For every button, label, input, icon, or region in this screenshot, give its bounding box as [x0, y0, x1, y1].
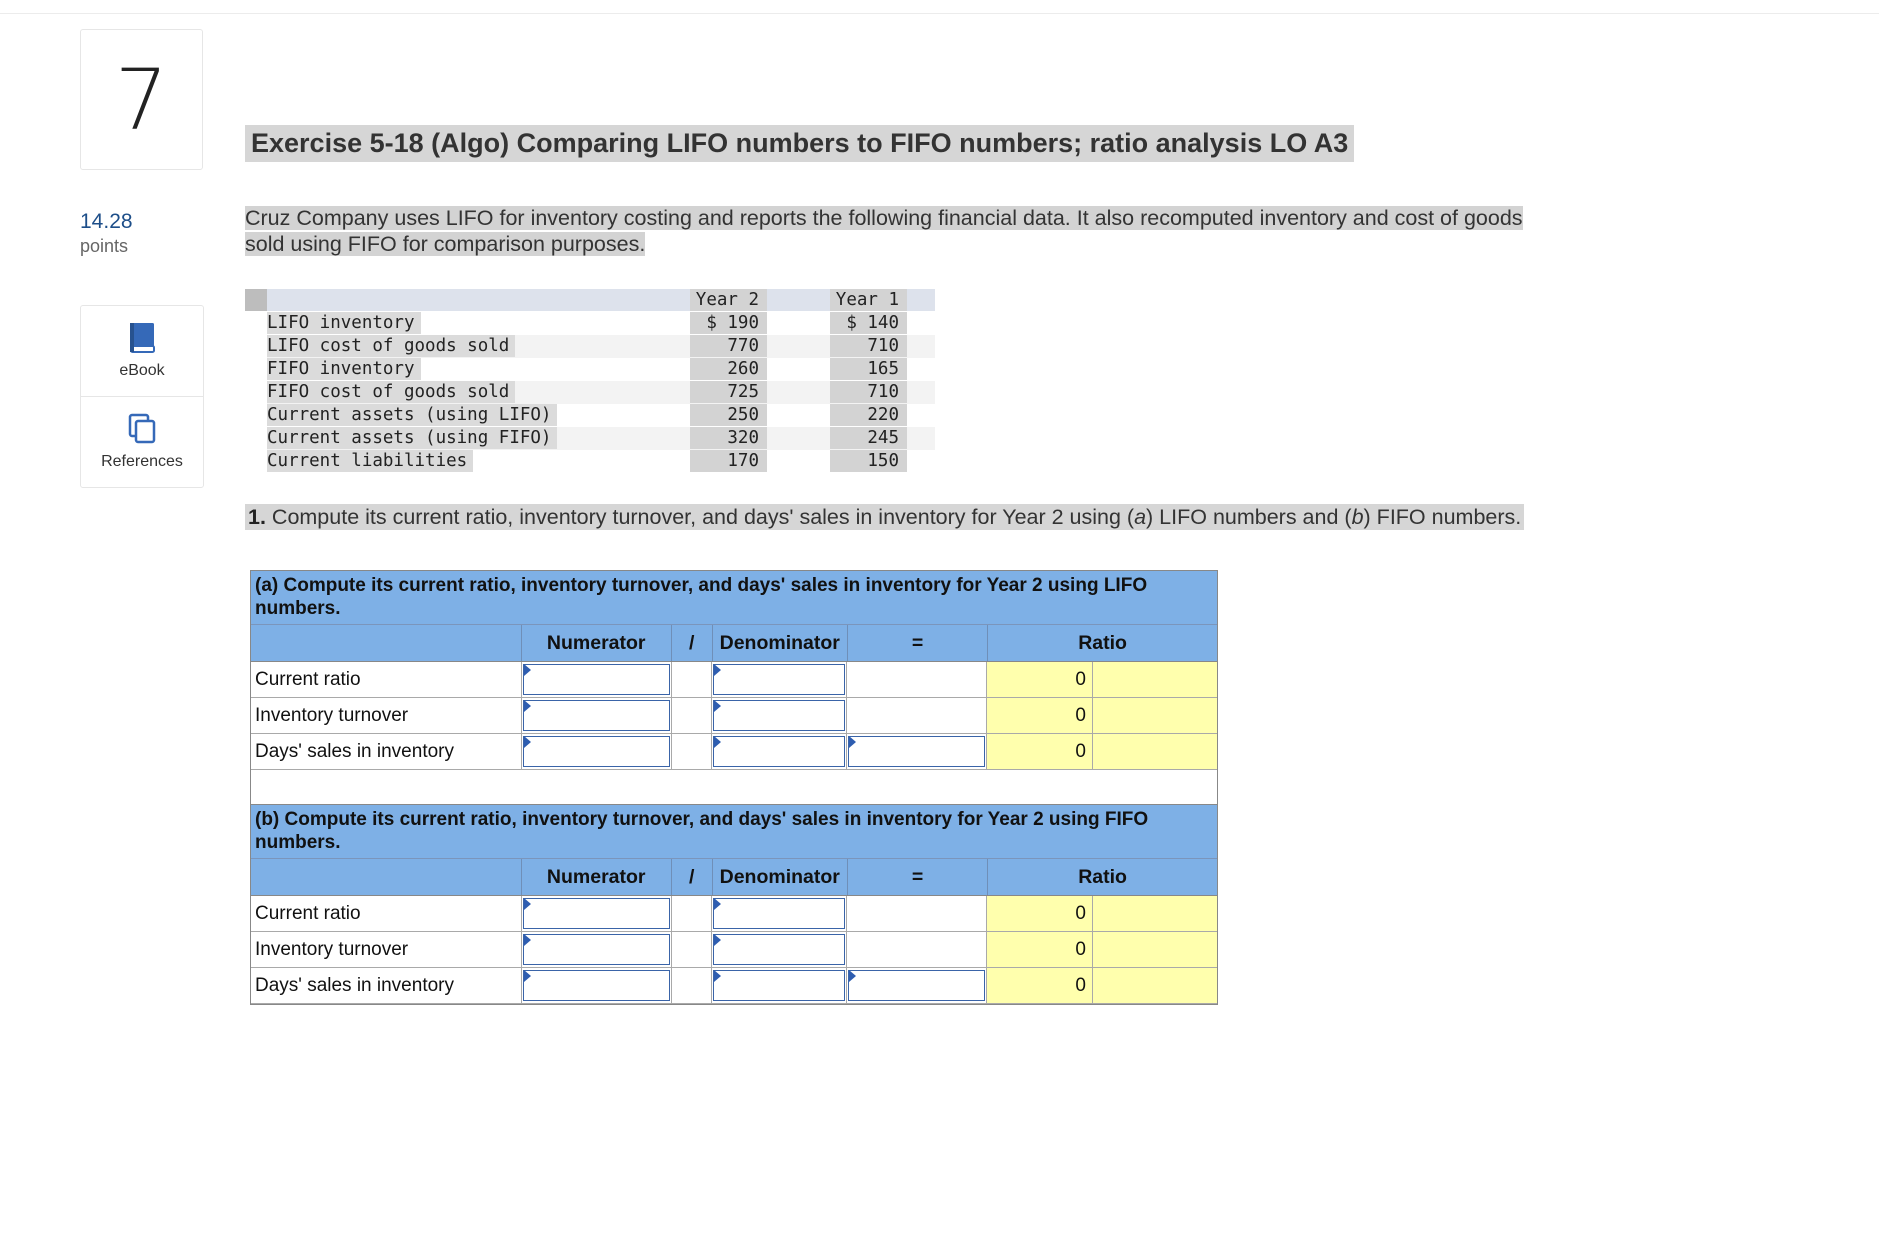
header-numerator: Numerator: [522, 859, 672, 895]
part1-number: 1.: [248, 505, 266, 529]
equals-cell: [847, 662, 987, 697]
slash-cell: [672, 932, 712, 967]
dropdown-marker-icon: [524, 934, 531, 946]
equals-cell: [847, 896, 987, 931]
header-ratio: Ratio: [1078, 631, 1127, 654]
ratio-value: 0: [987, 896, 1093, 931]
slash-cell: [672, 968, 712, 1003]
row-label: Current liabilities: [267, 450, 473, 472]
value-year2: $ 190: [690, 312, 767, 334]
equals-cell: [847, 932, 987, 967]
row-label: FIFO inventory: [267, 358, 421, 380]
denominator-input[interactable]: [713, 934, 845, 965]
grid-row: [251, 698, 1217, 734]
row-label: LIFO inventory: [267, 312, 421, 334]
denominator-cell: [712, 662, 847, 697]
row-label: Current assets (using FIFO): [267, 427, 557, 449]
table-corner: [245, 289, 267, 311]
dropdown-marker-icon: [714, 736, 721, 748]
header-equals: =: [848, 859, 988, 895]
dropdown-marker-icon: [524, 736, 531, 748]
value-year2: 170: [690, 450, 767, 472]
references-button[interactable]: [81, 396, 203, 487]
grid-row: [251, 734, 1217, 770]
value-year1: 245: [830, 427, 907, 449]
numerator-input[interactable]: [523, 898, 670, 929]
grid-row: [251, 968, 1217, 1004]
part1-instruction: [245, 504, 1524, 530]
ratio-value: 0: [987, 734, 1093, 769]
equals-cell: [847, 698, 987, 733]
col-header-year1: Year 1: [830, 289, 907, 311]
part1-text-end: ) FIFO numbers.: [1363, 505, 1522, 529]
financial-data-table: [245, 289, 935, 473]
row-label: FIFO cost of goods sold: [267, 381, 515, 403]
section-gap: [251, 770, 1217, 805]
references-label: References: [101, 453, 183, 470]
top-divider: [0, 13, 1879, 14]
dropdown-marker-icon: [524, 664, 531, 676]
ratio-value: 0: [987, 662, 1093, 697]
grid-row: [251, 932, 1217, 968]
row-label: LIFO cost of goods sold: [267, 335, 515, 357]
ratio-unit-cell: [1093, 734, 1217, 769]
points-label: points: [80, 236, 129, 256]
dropdown-marker-icon: [714, 700, 721, 712]
denominator-cell: [712, 896, 847, 931]
denominator-cell: [712, 734, 847, 769]
header-numerator: Numerator: [522, 625, 672, 661]
section-b-title: (b) Compute its current ratio, inventory turnover, and days' sales in inventory for Year 2 using FIFO numbers.: [251, 805, 1217, 859]
part1-a: a: [1134, 505, 1147, 529]
numerator-cell: [522, 932, 672, 967]
ratio-value: 0: [987, 932, 1093, 967]
slash-cell: [672, 698, 712, 733]
numerator-input[interactable]: [523, 664, 670, 695]
header-equals: =: [848, 625, 988, 661]
value-year2: 260: [690, 358, 767, 380]
denominator-input[interactable]: [713, 736, 845, 767]
numerator-cell: [522, 896, 672, 931]
dropdown-marker-icon: [524, 970, 531, 982]
dropdown-marker-icon: [849, 736, 856, 748]
header-slash: /: [672, 859, 713, 895]
value-year2: 770: [690, 335, 767, 357]
grid-header-row: [251, 625, 1217, 662]
numerator-input[interactable]: [523, 934, 670, 965]
part1-text: Compute its current ratio, inventory turnover, and days' sales in inventory for Year 2 using (: [265, 505, 1135, 529]
denominator-input[interactable]: [713, 700, 845, 731]
copy-pages-icon: [127, 413, 157, 445]
numerator-cell: [522, 968, 672, 1003]
numerator-input[interactable]: [523, 700, 670, 731]
ratio-unit-cell: [1093, 968, 1217, 1003]
tools-panel: [80, 305, 204, 488]
dropdown-marker-icon: [714, 664, 721, 676]
row-label: Days' sales in inventory: [251, 734, 522, 769]
row-label: Current assets (using LIFO): [267, 404, 557, 426]
exercise-intro: [245, 205, 1657, 257]
value-year2: 250: [690, 404, 767, 426]
numerator-input[interactable]: [523, 970, 670, 1001]
part1-b: b: [1351, 505, 1364, 529]
intro-line-1: Cruz Company uses LIFO for inventory costing and reports the following financial data. It also recomputed inventory and cost of goods: [245, 206, 1523, 230]
answer-grid: [250, 570, 1218, 1005]
numerator-input[interactable]: [523, 736, 670, 767]
value-year1: 150: [830, 450, 907, 472]
points-value: 14.28: [80, 210, 133, 233]
numerator-cell: [522, 734, 672, 769]
multiplier-input[interactable]: [848, 970, 985, 1001]
multiplier-input[interactable]: [848, 736, 985, 767]
grid-row: [251, 896, 1217, 932]
intro-line-2: sold using FIFO for comparison purposes.: [245, 232, 646, 256]
grid-row: [251, 662, 1217, 698]
grid-header-row: [251, 859, 1217, 896]
slash-cell: [672, 734, 712, 769]
row-label: Inventory turnover: [251, 698, 522, 733]
ratio-value: 0: [987, 968, 1093, 1003]
dropdown-marker-icon: [714, 898, 721, 910]
ratio-value: 0: [987, 698, 1093, 733]
dropdown-marker-icon: [524, 898, 531, 910]
header-ratio: Ratio: [1078, 865, 1127, 888]
row-label: Current ratio: [251, 662, 522, 697]
value-year1: 710: [830, 335, 907, 357]
value-year2: 725: [690, 381, 767, 403]
dropdown-marker-icon: [849, 970, 856, 982]
header-label-col: [251, 625, 522, 661]
ebook-button[interactable]: [81, 306, 203, 396]
dropdown-marker-icon: [714, 970, 721, 982]
denominator-cell: [712, 968, 847, 1003]
numerator-cell: [522, 662, 672, 697]
col-header-year2: Year 2: [690, 289, 767, 311]
denominator-input[interactable]: [713, 664, 845, 695]
slash-cell: [672, 662, 712, 697]
dropdown-marker-icon: [524, 700, 531, 712]
ratio-unit-cell: [1093, 698, 1217, 733]
ebook-label: eBook: [119, 362, 165, 379]
denominator-cell: [712, 932, 847, 967]
row-label: Days' sales in inventory: [251, 968, 522, 1003]
multiplier-cell: [847, 734, 987, 769]
value-year1: 710: [830, 381, 907, 403]
value-year1: $ 140: [830, 312, 907, 334]
part1-text-mid: ) LIFO numbers and (: [1146, 505, 1352, 529]
multiplier-cell: [847, 968, 987, 1003]
section-a-title: (a) Compute its current ratio, inventory turnover, and days' sales in inventory for Year 2 using LIFO numbers.: [251, 571, 1217, 625]
ratio-unit-cell: [1093, 896, 1217, 931]
question-number-box: [80, 29, 203, 170]
row-label: Inventory turnover: [251, 932, 522, 967]
value-year2: 320: [690, 427, 767, 449]
denominator-cell: [712, 698, 847, 733]
header-denominator: Denominator: [713, 625, 848, 661]
header-label-col: [251, 859, 522, 895]
denominator-input[interactable]: [713, 970, 845, 1001]
dropdown-marker-icon: [714, 934, 721, 946]
ratio-unit-cell: [1093, 662, 1217, 697]
header-slash: /: [672, 625, 713, 661]
denominator-input[interactable]: [713, 898, 845, 929]
row-label: Current ratio: [251, 896, 522, 931]
value-year1: 165: [830, 358, 907, 380]
value-year1: 220: [830, 404, 907, 426]
ratio-unit-cell: [1093, 932, 1217, 967]
numerator-cell: [522, 698, 672, 733]
slash-cell: [672, 896, 712, 931]
exercise-title: Exercise 5-18 (Algo) Comparing LIFO numbers to FIFO numbers; ratio analysis LO A3: [245, 125, 1354, 162]
header-denominator: Denominator: [713, 859, 848, 895]
question-number: 7: [114, 50, 169, 149]
book-icon: [127, 322, 157, 354]
